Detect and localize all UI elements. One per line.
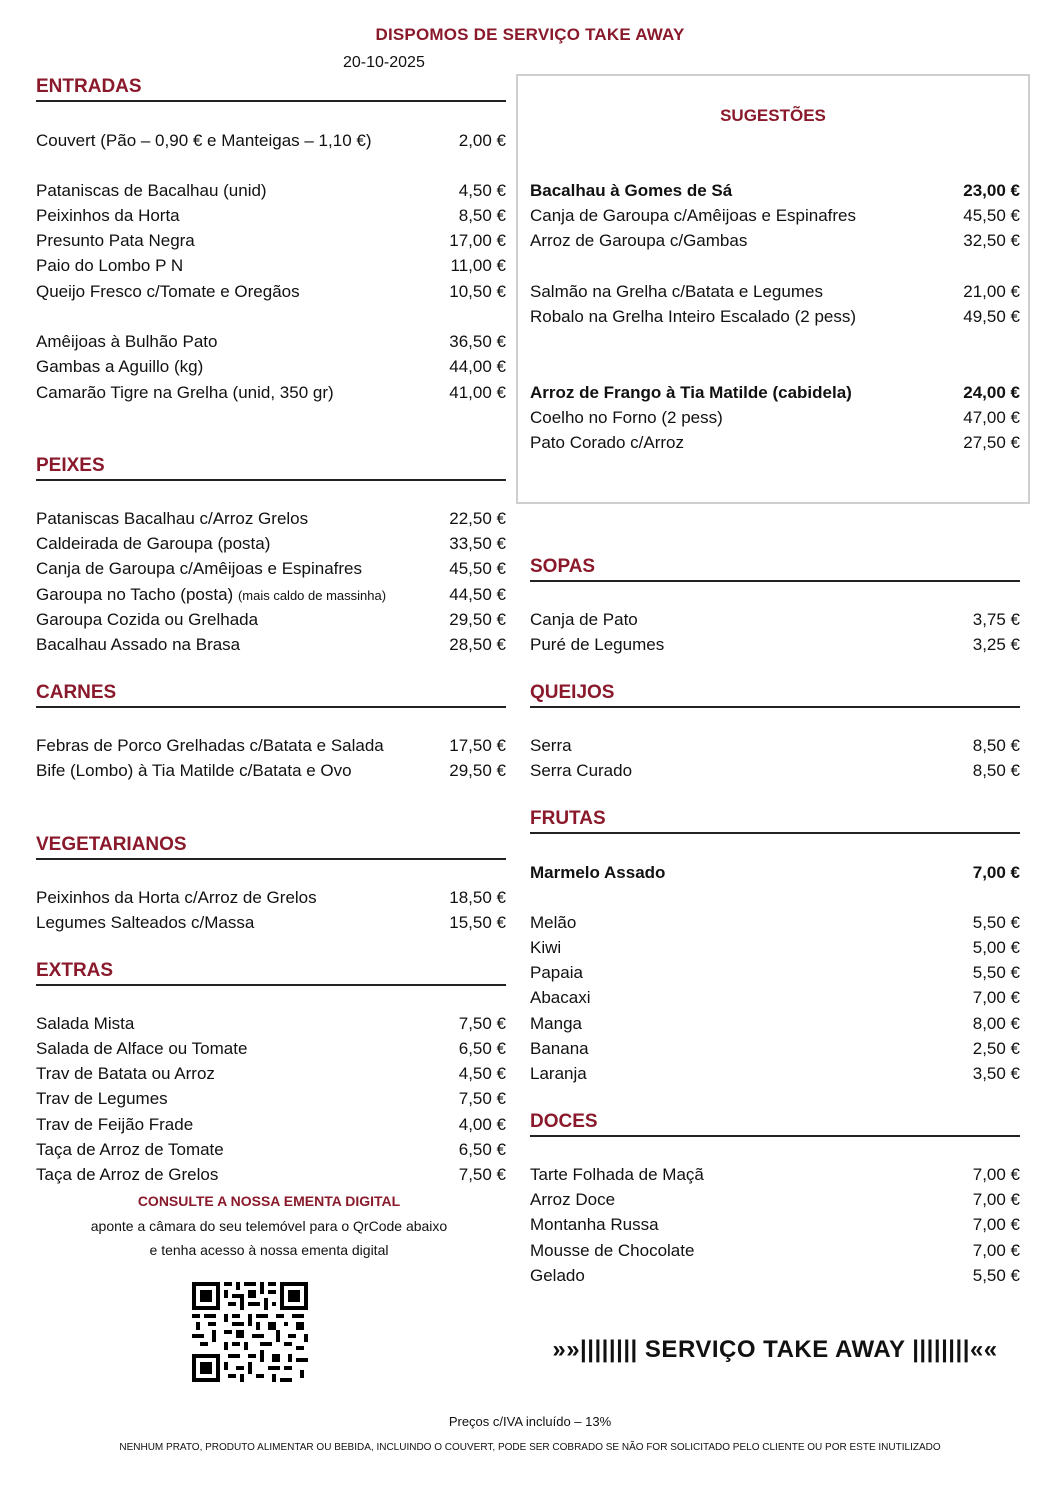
menu-date: 20-10-2025 [343,54,425,71]
item-price: 2,50 € [972,1039,1020,1058]
item-price: 49,50 € [963,307,1020,326]
section-title-peixes: PEIXES [36,455,506,481]
takeaway-footer-banner: »»|||||||| SERVIÇO TAKE AWAY ||||||||«« [552,1336,998,1363]
menu-item [36,506,506,531]
item-price: 7,00 € [972,1190,1020,1209]
menu-item [530,228,1020,253]
digital-menu-line1: aponte a câmara do seu telemóvel para o QrCode abaixo [90,1218,448,1234]
item-price: 47,00 € [963,408,1020,427]
item-name: Tarte Folhada de Maçã [530,1165,704,1184]
menu-item [530,1212,1020,1237]
section-peixes [36,455,506,481]
menu-item [530,304,1020,329]
section-title-frutas: FRUTAS [530,808,1020,834]
item-name: Arroz de Garoupa c/Gambas [530,231,748,250]
item-price: 45,50 € [449,559,506,578]
item-name: Trav de Batata ou Arroz [36,1064,215,1083]
menu-item [530,1162,1020,1187]
menu-item [530,910,1020,935]
section-frutas [530,808,1020,834]
menu-item [36,178,506,203]
item-name: Gambas a Aguillo (kg) [36,357,204,376]
item-price: 41,00 € [449,383,506,402]
section-entradas [36,76,506,102]
menu-item [36,253,506,278]
qr-code-icon[interactable] [192,1282,308,1382]
item-price: 36,50 € [449,332,506,351]
item-name: Taça de Arroz de Grelos [36,1165,219,1184]
item-name: Canja de Garoupa c/Amêijoas e Espinafres [36,559,363,578]
menu-item [530,1061,1020,1086]
item-name: Queijo Fresco c/Tomate e Oregãos [36,282,300,301]
section-carnes [36,682,506,708]
menu-item [530,985,1020,1010]
item-name: Manga [530,1014,582,1033]
section-title-extras: EXTRAS [36,960,506,986]
menu-item [36,329,506,354]
section-title-entradas: ENTRADAS [36,76,506,102]
item-name: Montanha Russa [530,1215,659,1234]
item-name: Laranja [530,1064,587,1083]
item-name: Banana [530,1039,589,1058]
menu-item [36,607,506,632]
item-note: (mais caldo de massinha) [237,588,387,603]
menu-item [36,758,506,783]
item-name: Marmelo Assado [530,863,666,882]
item-price: 7,00 € [972,988,1020,1007]
menu-item [530,632,1020,657]
item-price: 6,50 € [458,1039,506,1058]
item-name: Salada Mista [36,1014,135,1033]
menu-item [36,556,506,581]
menu-item [36,582,506,607]
menu-item [36,885,506,910]
item-price: 21,00 € [963,282,1020,301]
item-name: Melão [530,913,577,932]
item-price: 5,50 € [972,963,1020,982]
menu-item [530,178,1020,203]
menu-item [36,632,506,657]
item-price: 33,50 € [449,534,506,553]
item-price: 15,50 € [449,913,506,932]
item-price: 7,00 € [972,1165,1020,1184]
item-name: Coelho no Forno (2 pess) [530,408,723,427]
item-price: 3,50 € [972,1064,1020,1083]
menu-item [36,354,506,379]
item-price: 32,50 € [963,231,1020,250]
item-name: Garoupa Cozida ou Grelhada [36,610,259,629]
item-name: Bacalhau à Gomes de Sá [530,181,733,200]
item-name: Febras de Porco Grelhadas c/Batata e Salada [36,736,384,755]
menu-item [530,1187,1020,1212]
section-sopas [530,556,1020,582]
item-name: Arroz Doce [530,1190,616,1209]
item-name: Mousse de Chocolate [530,1241,695,1260]
item-price: 3,25 € [972,635,1020,654]
item-name: Paio do Lombo P N [36,256,184,275]
item-name: Taça de Arroz de Tomate [36,1140,224,1159]
left-column [36,0,506,1500]
item-name: Pataniscas de Bacalhau (unid) [36,181,267,200]
menu-item [530,1263,1020,1288]
item-name: Pataniscas Bacalhau c/Arroz Grelos [36,509,309,528]
menu-item [530,607,1020,632]
item-name: Bacalhau Assado na Brasa [36,635,241,654]
item-price: 7,50 € [458,1165,506,1184]
item-name: Peixinhos da Horta c/Arroz de Grelos [36,888,317,907]
item-price: 7,50 € [458,1089,506,1108]
legal-note: NENHUM PRATO, PRODUTO ALIMENTAR OU BEBIDA, INCLUINDO O COUVERT, PODE SER COBRADO SE NÃO FOR SOLICITADO PELO CLIENTE OU POR ESTE INUTILIZADO [119,1442,941,1453]
item-name-main: Garoupa no Tacho (posta) [36,585,234,604]
item-price: 4,50 € [458,181,506,200]
item-name: Puré de Legumes [530,635,665,654]
item-name: Peixinhos da Horta [36,206,180,225]
item-price: 2,00 € [458,131,506,150]
item-name: Salmão na Grelha c/Batata e Legumes [530,282,823,301]
menu-item [530,758,1020,783]
item-name: Salada de Alface ou Tomate [36,1039,248,1058]
item-price: 27,50 € [963,433,1020,452]
item-name: Caldeirada de Garoupa (posta) [36,534,271,553]
item-price: 44,00 € [449,357,506,376]
menu-item [530,430,1020,455]
digital-menu-title: CONSULTE A NOSSA EMENTA DIGITAL [137,1193,401,1209]
item-price: 8,50 € [972,736,1020,755]
menu-item [530,935,1020,960]
item-price: 28,50 € [449,635,506,654]
item-price: 8,00 € [972,1014,1020,1033]
menu-item [530,1238,1020,1263]
section-title-queijos: QUEIJOS [530,682,1020,708]
item-price: 18,50 € [449,888,506,907]
item-price: 3,75 € [972,610,1020,629]
item-name: Amêijoas à Bulhão Pato [36,332,218,351]
item-price: 7,00 € [972,863,1020,882]
menu-item [36,1036,506,1061]
item-name: Kiwi [530,938,562,957]
menu-item [530,960,1020,985]
item-price: 24,00 € [963,383,1020,402]
menu-item [36,733,506,758]
menu-item [530,405,1020,430]
item-name: Canja de Pato [530,610,638,629]
section-title-vegetarianos: VEGETARIANOS [36,834,506,860]
menu-item [36,1137,506,1162]
item-price: 45,50 € [963,206,1020,225]
section-vegetarianos [36,834,506,860]
item-name: Serra Curado [530,761,633,780]
menu-item [530,380,1020,405]
menu-item [36,203,506,228]
item-price: 6,50 € [458,1140,506,1159]
section-title-doces: DOCES [530,1111,1020,1137]
menu-item [530,279,1020,304]
item-name: Arroz de Frango à Tia Matilde (cabidela) [530,383,852,402]
menu-item [530,1036,1020,1061]
menu-item [36,279,506,304]
item-price: 29,50 € [449,610,506,629]
item-name: Pato Corado c/Arroz [530,433,685,452]
menu-item [36,228,506,253]
item-name: Gelado [530,1266,585,1285]
item-name: Bife (Lombo) à Tia Matilde c/Batata e Ovo [36,761,352,780]
item-price: 44,50 € [449,585,506,604]
digital-menu-line2: e tenha acesso à nossa ementa digital [149,1242,389,1258]
item-name: Camarão Tigre na Grelha (unid, 350 gr) [36,383,334,402]
item-price: 17,00 € [449,231,506,250]
item-name: Couvert (Pão – 0,90 € e Manteigas – 1,10 €) [36,131,372,150]
menu-item [36,531,506,556]
item-price: 22,50 € [449,509,506,528]
item-price: 17,50 € [449,736,506,755]
item-price: 5,00 € [972,938,1020,957]
item-price: 4,00 € [458,1115,506,1134]
item-name: Papaia [530,963,583,982]
item-price: 4,50 € [458,1064,506,1083]
section-title-carnes: CARNES [36,682,506,708]
section-extras [36,960,506,986]
menu-item [36,1086,506,1111]
item-name: Trav de Legumes [36,1089,168,1108]
takeaway-banner: DISPOMOS DE SERVIÇO TAKE AWAY [375,25,685,44]
item-name: Legumes Salteados c/Massa [36,913,255,932]
menu-item [530,203,1020,228]
item-price: 5,50 € [972,913,1020,932]
item-price: 7,50 € [458,1014,506,1033]
menu-item [36,1011,506,1036]
item-price: 11,00 € [450,256,506,275]
item-price: 23,00 € [963,181,1020,200]
item-name: Canja de Garoupa c/Amêijoas e Espinafres [530,206,857,225]
menu-item [530,860,1020,885]
item-price: 8,50 € [972,761,1020,780]
suggestions-title: SUGESTÕES [720,106,826,125]
item-price: 7,00 € [972,1241,1020,1260]
right-column [530,0,1020,1500]
menu-item [36,1112,506,1137]
menu-item [36,380,506,405]
menu-item [530,733,1020,758]
menu-item [36,910,506,935]
item-name: Abacaxi [530,988,591,1007]
item-name: Robalo na Grelha Inteiro Escalado (2 pess) [530,307,857,326]
menu-item [36,128,506,153]
item-price: 7,00 € [972,1215,1020,1234]
section-title-sopas: SOPAS [530,556,1020,582]
item-name [36,582,386,607]
menu-item [530,1011,1020,1036]
section-queijos [530,682,1020,708]
item-price: 10,50 € [449,282,506,301]
vat-note: Preços c/IVA incluído – 13% [448,1414,612,1429]
menu-item [36,1061,506,1086]
item-name: Presunto Pata Negra [36,231,195,250]
item-price: 8,50 € [458,206,506,225]
item-name: Trav de Feijão Frade [36,1115,194,1134]
item-name: Serra [530,736,572,755]
item-price: 5,50 € [972,1266,1020,1285]
menu-item [36,1162,506,1187]
digital-menu-callout [36,1193,502,1258]
item-price: 29,50 € [449,761,506,780]
section-doces [530,1111,1020,1137]
